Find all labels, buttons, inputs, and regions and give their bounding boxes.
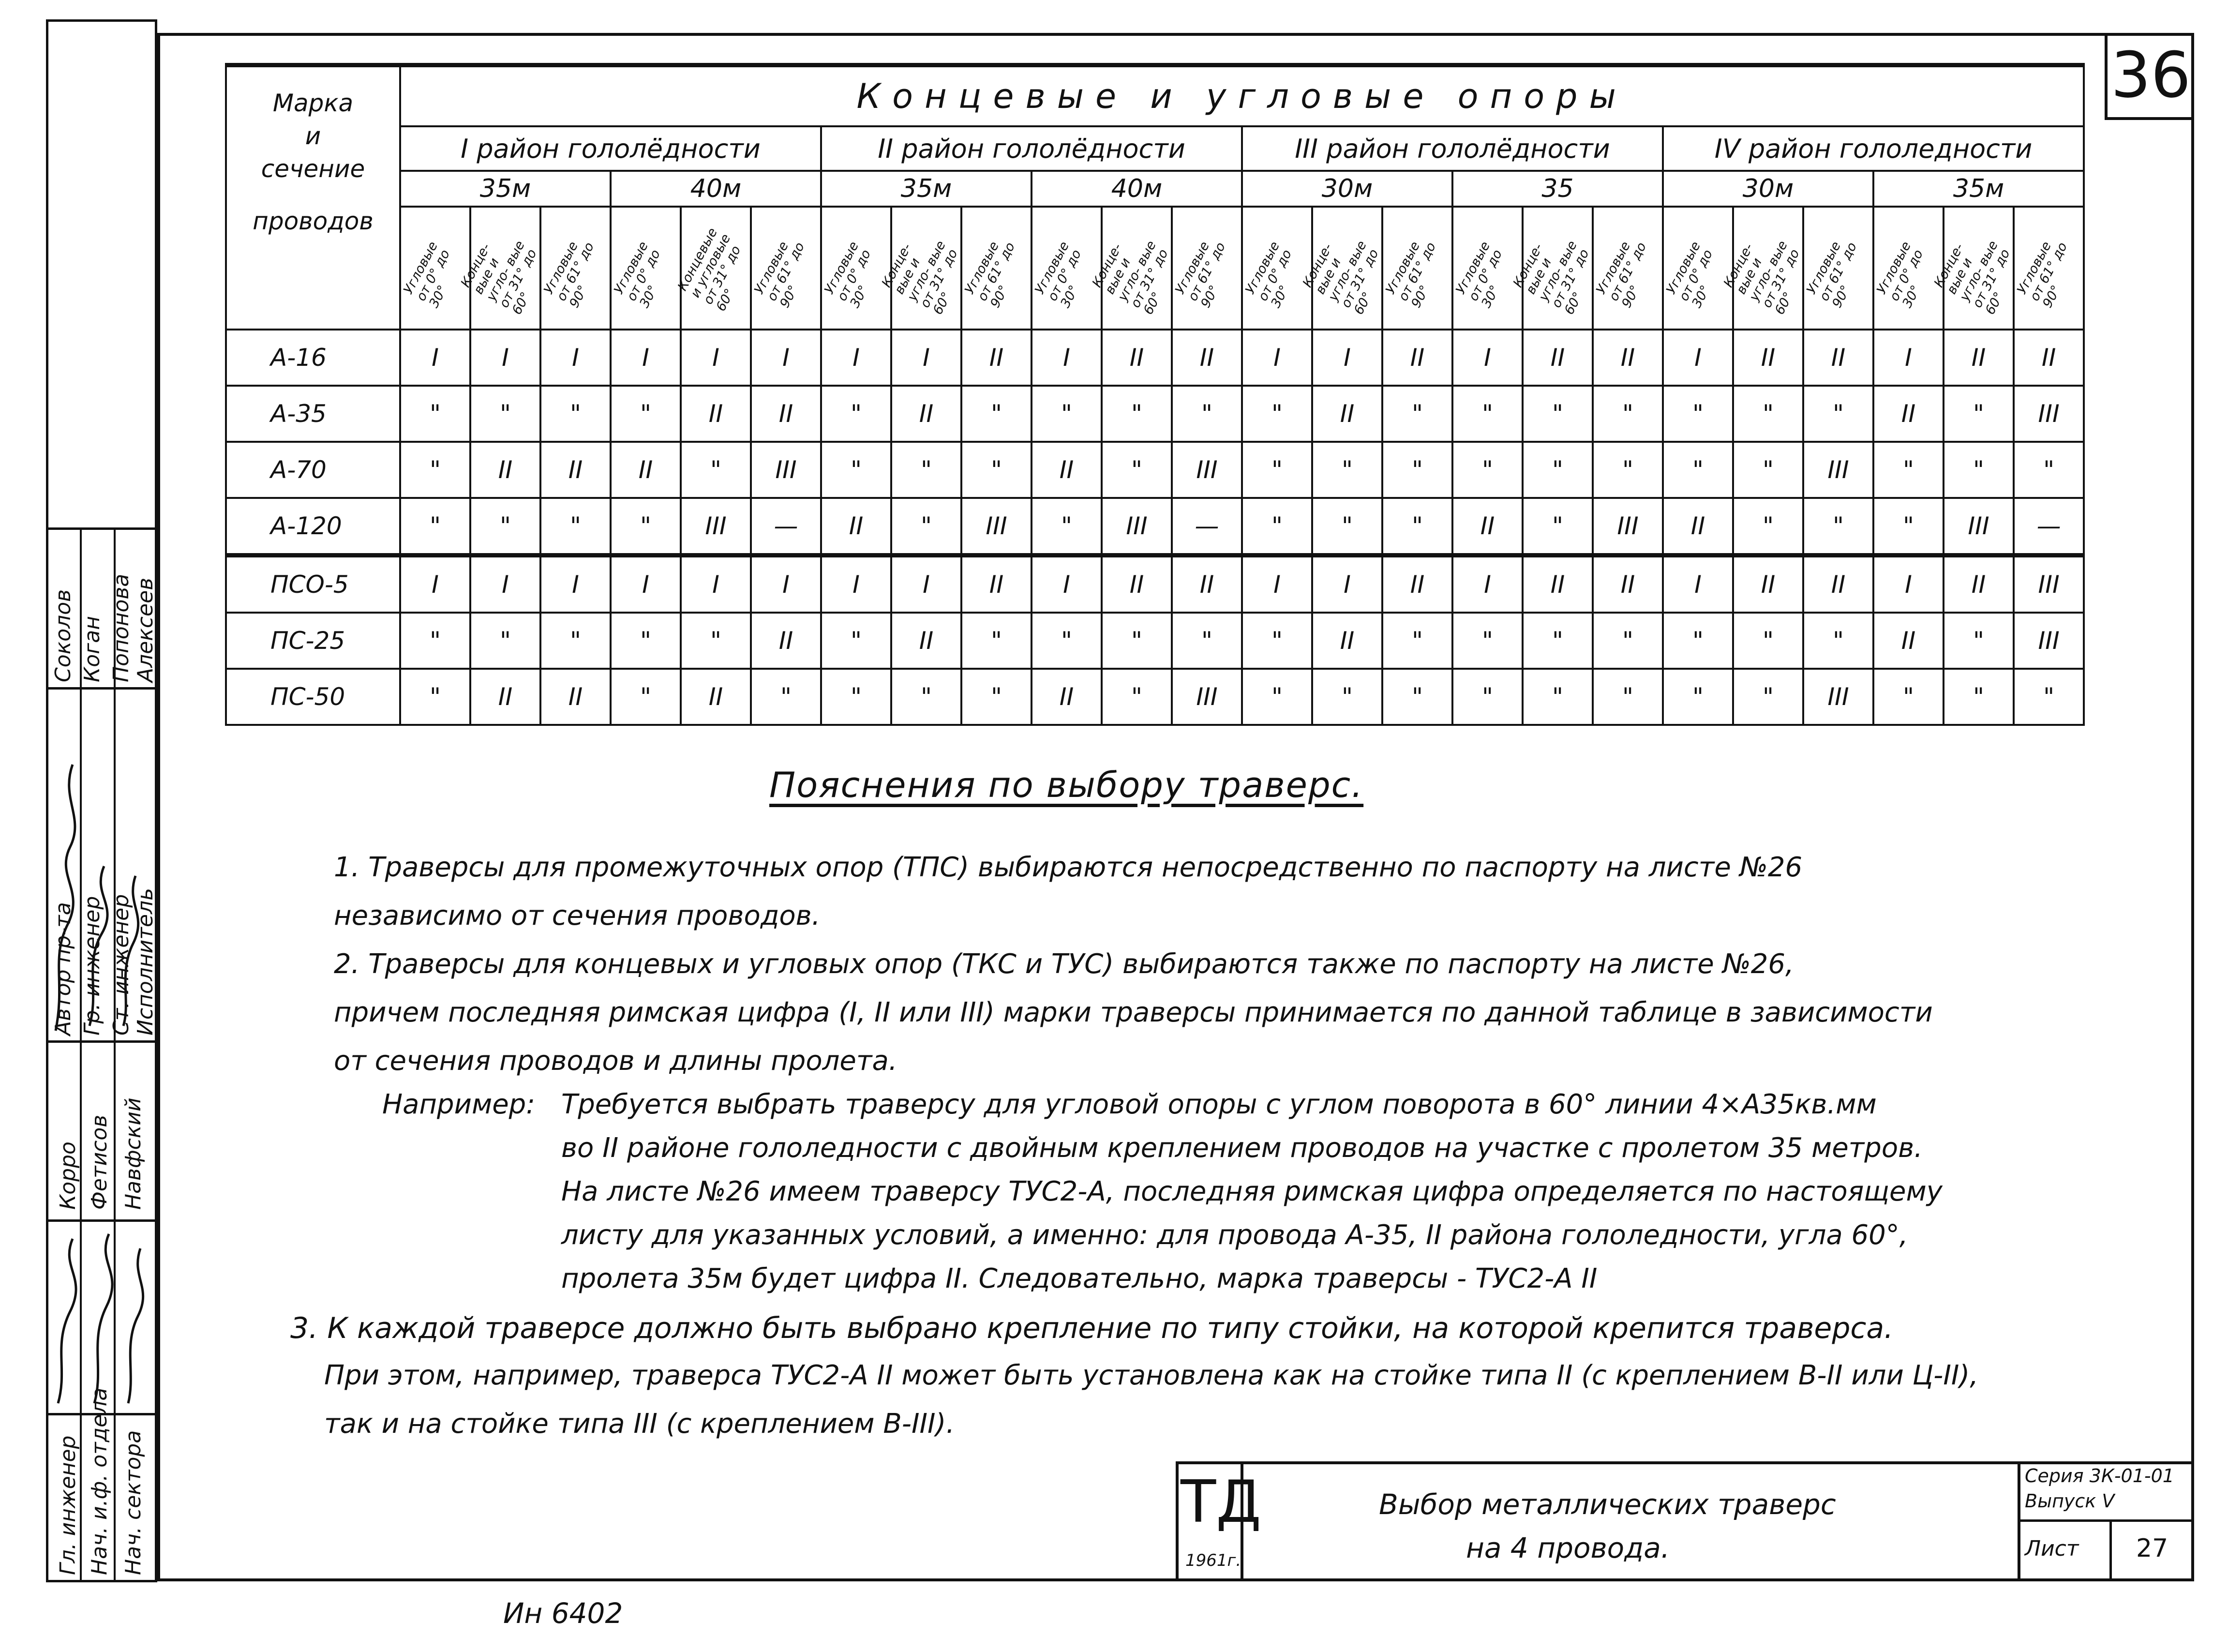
table-row <box>226 556 2084 613</box>
table-cell: II <box>1803 330 1873 386</box>
table-cell: II <box>961 556 1032 613</box>
sheet-number: 36 <box>2105 33 2194 120</box>
strip-role: Исполнитель <box>133 887 158 1036</box>
table-cell: " <box>1803 498 1873 556</box>
table-cell: " <box>1733 442 1803 498</box>
table-cell: " <box>1944 669 2014 725</box>
table-cell: II <box>470 442 540 498</box>
table-cell: " <box>1663 613 1733 669</box>
table-cell: II <box>891 386 961 442</box>
table-cell: I <box>1452 330 1523 386</box>
table-cell: " <box>1102 386 1172 442</box>
table-cell: I <box>611 556 681 613</box>
strip-name: Попонова <box>109 573 134 682</box>
angle-header <box>879 207 961 330</box>
angle-header-text: Конце- вые и угло- вые от 31° до 60° <box>1300 238 1382 317</box>
table-cell: " <box>1102 669 1172 725</box>
span-header: 30м <box>1663 171 1873 207</box>
table-title: Концевые и угловые опоры <box>400 65 2084 127</box>
angle-header <box>611 207 681 330</box>
strip-name: Корро <box>56 1141 80 1210</box>
strip-column-line <box>114 527 116 1582</box>
angle-header <box>1382 207 1452 330</box>
span-header: 35м <box>821 171 1032 207</box>
table-cell: " <box>400 613 470 669</box>
table-cell: " <box>1944 613 2014 669</box>
district-header: I район гололёдности <box>400 126 821 171</box>
angle-header <box>961 207 1032 330</box>
corner-line: Марка <box>272 89 354 117</box>
example-line-3: На листе №26 имеем траверсу ТУС2-А, последняя римская цифра определяется по настоящему <box>561 1176 1943 1207</box>
table-cell: " <box>1452 613 1523 669</box>
table-cell: I <box>611 330 681 386</box>
strip-divider <box>46 1040 157 1043</box>
table-cell: " <box>961 669 1032 725</box>
table-cell: " <box>611 498 681 556</box>
table-cell: I <box>1873 330 1944 386</box>
note-2-line-a: 2. Траверсы для концевых и угловых опор (ТКС и ТУС) выбираются также по паспорту на листе №26, <box>334 948 1794 980</box>
table-cell: " <box>470 613 540 669</box>
note-1-line-a: 1. Траверсы для промежуточных опор (ТПС) выбираются непосредственно по паспорту на листе №26 <box>334 852 1803 883</box>
angle-header <box>1510 207 1593 330</box>
angle-header <box>1032 207 1102 330</box>
table-cell: II <box>1172 330 1242 386</box>
table-cell: II <box>540 669 611 725</box>
table-cell: I <box>1873 556 1944 613</box>
table-cell: — <box>751 498 821 556</box>
table-cell: " <box>400 669 470 725</box>
table-cell: " <box>1382 386 1452 442</box>
table-row <box>226 386 2084 442</box>
angle-header <box>1172 207 1242 330</box>
wire-type: А-16 <box>226 330 400 386</box>
table-cell: " <box>1663 442 1733 498</box>
strip-name: Алексеев <box>133 577 158 682</box>
table-cell: II <box>470 669 540 725</box>
corner-line: и <box>305 122 321 150</box>
note-3-line-c: так и на стойке типа III (с креплением В-III). <box>324 1408 955 1440</box>
table-cell: " <box>1593 613 1663 669</box>
strip-divider <box>46 1219 157 1222</box>
table-cell: " <box>821 669 891 725</box>
table-cell: I <box>400 556 470 613</box>
table-cell: " <box>540 386 611 442</box>
table-cell: " <box>1382 669 1452 725</box>
table-cell: II <box>1172 556 1242 613</box>
table-cell: II <box>1523 330 1593 386</box>
table-cell: II <box>1312 613 1382 669</box>
stamp-divider <box>2109 1519 2112 1581</box>
table-cell: " <box>1523 442 1593 498</box>
angle-header <box>2014 207 2084 330</box>
table-cell: " <box>1523 669 1593 725</box>
example-line-5: пролета 35м будет цифра II. Следовательно, марка траверсы - ТУС2-А II <box>561 1263 1598 1294</box>
table-cell: " <box>1733 669 1803 725</box>
table-cell: III <box>751 442 821 498</box>
corner-header <box>226 65 400 330</box>
angle-header-text: Конце- вые и угло- вые от 31° до 60° <box>458 238 540 317</box>
table-cell: " <box>751 669 821 725</box>
span-header: 40м <box>611 171 821 207</box>
table-cell: I <box>540 330 611 386</box>
table-cell: I <box>681 556 751 613</box>
table-cell: II <box>1944 556 2014 613</box>
table-cell: " <box>1172 613 1242 669</box>
angle-header-text: Угловые от 61° до 90° <box>2014 239 2071 311</box>
angle-header <box>458 207 540 330</box>
table-row <box>226 442 2084 498</box>
stamp-title-line-1: Выбор металлических траверс <box>1379 1488 1836 1521</box>
table-cell: II <box>751 386 821 442</box>
table-cell: I <box>1032 330 1102 386</box>
table-cell: " <box>1733 498 1803 556</box>
angle-header-text: Конце- вые и угло- вые от 31° до 60° <box>1931 238 2013 317</box>
table-cell: I <box>1312 556 1382 613</box>
table-cell: II <box>1733 330 1803 386</box>
table-cell: " <box>1032 498 1102 556</box>
note-2-line-b: причем последняя римская цифра (I, II или III) марки траверсы принимается по данной таблице в зависимости <box>334 997 1933 1028</box>
angle-header <box>1803 207 1873 330</box>
wire-type: ПС-25 <box>226 613 400 669</box>
table-cell: " <box>821 613 891 669</box>
angle-header-text: Угловые от 0° до 30° <box>1453 239 1506 311</box>
stamp-title-line-2: на 4 провода. <box>1466 1532 1670 1564</box>
district-header: IV район гололедности <box>1663 126 2084 171</box>
table-cell: " <box>1242 386 1312 442</box>
angle-header-text: Конце- вые и угло- вые от 31° до 60° <box>1510 238 1592 317</box>
table-cell: " <box>2014 442 2084 498</box>
wire-type: А-70 <box>226 442 400 498</box>
table-cell: I <box>400 330 470 386</box>
table-cell: " <box>1873 498 1944 556</box>
table-cell: " <box>540 498 611 556</box>
table-cell: II <box>611 442 681 498</box>
note-1-line-b: независимо от сечения проводов. <box>334 900 821 931</box>
angle-header-text: Угловые от 61° до 90° <box>1383 239 1439 311</box>
table-cell: II <box>1102 330 1172 386</box>
table-cell: " <box>1523 613 1593 669</box>
table-cell: — <box>1172 498 1242 556</box>
example-label: Например: <box>382 1089 536 1120</box>
table-cell: " <box>611 613 681 669</box>
angle-header <box>540 207 611 330</box>
stamp-sheet-value: 27 <box>2136 1534 2168 1563</box>
table-cell: I <box>821 330 891 386</box>
table-cell: " <box>1312 498 1382 556</box>
table-cell: II <box>681 386 751 442</box>
title-block <box>1176 1461 2194 1581</box>
angle-header-text: Угловые от 0° до 30° <box>1032 239 1085 311</box>
table-cell: II <box>891 613 961 669</box>
table-cell: III <box>961 498 1032 556</box>
angle-header-text: Угловые от 61° до 90° <box>1804 239 1860 311</box>
stamp-year: 1961г. <box>1185 1551 1241 1570</box>
corner-line: сечение <box>261 155 365 183</box>
table-cell: " <box>1102 613 1172 669</box>
angle-header-text: Угловые от 0° до 30° <box>1663 239 1716 311</box>
table-cell: " <box>1032 613 1102 669</box>
wire-type: ПС-50 <box>226 669 400 725</box>
angle-header-text: Конце- вые и угло- вые от 31° до 60° <box>1720 238 1803 317</box>
table-cell: — <box>2014 498 2084 556</box>
strip-role: Нач. и.ф. отдела <box>87 1387 112 1575</box>
strip-name: Коган <box>80 616 105 682</box>
strip-role: Ст. инженер <box>109 894 134 1036</box>
angle-header-text: Угловые от 61° до 90° <box>541 239 598 311</box>
table-cell: " <box>681 442 751 498</box>
table-cell: " <box>961 442 1032 498</box>
table-cell: " <box>1944 386 2014 442</box>
table-row <box>226 330 2084 386</box>
strip-name: Соколов <box>51 589 75 682</box>
table-cell: II <box>1873 386 1944 442</box>
table-cell: " <box>400 498 470 556</box>
strip-role: Нач. сектора <box>121 1430 146 1575</box>
table-cell: III <box>1803 669 1873 725</box>
angle-header <box>1931 207 2014 330</box>
example-line-2: во II районе гололедности с двойным креплением проводов на участке с пролетом 35 метров. <box>561 1132 1923 1164</box>
table-cell: " <box>1944 442 2014 498</box>
note-3-line-a: 3. К каждой траверсе должно быть выбрано крепление по типу стойки, на которой крепится траверса. <box>290 1311 1894 1345</box>
td-logo: ТД <box>1181 1469 1262 1536</box>
table-cell: " <box>1312 442 1382 498</box>
table-cell: " <box>1382 442 1452 498</box>
table-cell: I <box>1242 330 1312 386</box>
strip-role: Гр. инженер <box>80 896 105 1036</box>
table-cell: II <box>1663 498 1733 556</box>
angle-header <box>751 207 821 330</box>
table-cell: " <box>1523 498 1593 556</box>
angle-header-text: Угловые от 0° до 30° <box>1874 239 1927 311</box>
angle-header <box>400 207 470 330</box>
table-cell: " <box>1733 386 1803 442</box>
table-cell: " <box>1452 442 1523 498</box>
angle-header <box>1663 207 1733 330</box>
table-cell: III <box>2014 613 2084 669</box>
table-row <box>226 498 2084 556</box>
table-cell: II <box>1944 330 2014 386</box>
table-cell: " <box>1803 613 1873 669</box>
traverse-selection-table <box>225 63 2085 726</box>
angle-header-text: Конце- вые и угло- вые от 31° до 60° <box>1089 238 1171 317</box>
table-cell: " <box>2014 669 2084 725</box>
wire-type: А-120 <box>226 498 400 556</box>
strip-column-line <box>80 527 82 1582</box>
table-cell: II <box>1452 498 1523 556</box>
table-cell: II <box>2014 330 2084 386</box>
table-cell: " <box>400 386 470 442</box>
angle-header <box>674 207 751 330</box>
strip-name: Навфский <box>121 1097 146 1210</box>
table-cell: III <box>1172 669 1242 725</box>
table-cell: II <box>1032 442 1102 498</box>
strip-role: Автор пр-та <box>51 902 75 1036</box>
table-cell: " <box>1593 386 1663 442</box>
table-cell: " <box>1733 613 1803 669</box>
table-cell: I <box>1663 556 1733 613</box>
span-header: 35м <box>400 171 611 207</box>
table-cell: " <box>821 386 891 442</box>
angle-header-text: Угловые от 61° до 90° <box>962 239 1018 311</box>
table-cell: " <box>891 669 961 725</box>
table-cell: I <box>470 330 540 386</box>
table-cell: " <box>1663 669 1733 725</box>
table-cell: II <box>1593 556 1663 613</box>
angle-header <box>1593 207 1663 330</box>
table-cell: II <box>821 498 891 556</box>
table-cell: I <box>1663 330 1733 386</box>
table-cell: " <box>891 442 961 498</box>
table-cell: " <box>1312 669 1382 725</box>
table-cell: III <box>681 498 751 556</box>
table-cell: " <box>1242 442 1312 498</box>
angle-header-text: Угловые от 0° до 30° <box>822 239 874 311</box>
angle-header <box>1242 207 1312 330</box>
table-cell: " <box>1382 498 1452 556</box>
table-cell: I <box>681 330 751 386</box>
table-cell: I <box>751 330 821 386</box>
strip-divider <box>46 527 157 530</box>
district-header: II район гололёдности <box>821 126 1242 171</box>
span-header: 35 <box>1452 171 1663 207</box>
table-cell: III <box>2014 556 2084 613</box>
table-cell: I <box>470 556 540 613</box>
table-cell: I <box>751 556 821 613</box>
stamp-issue: Выпуск V <box>2025 1490 2115 1512</box>
table-cell: " <box>611 669 681 725</box>
table-cell: I <box>891 556 961 613</box>
table-cell: " <box>1102 442 1172 498</box>
strip-name: Фетисов <box>87 1114 112 1210</box>
table-cell: I <box>1032 556 1102 613</box>
table-cell: " <box>1242 669 1312 725</box>
table-cell: " <box>1452 669 1523 725</box>
table-row <box>226 613 2084 669</box>
table-cell: " <box>470 386 540 442</box>
table-cell: " <box>1523 386 1593 442</box>
table-cell: II <box>681 669 751 725</box>
note-3-line-b: При этом, например, траверса ТУС2-А II может быть установлена как на стойке типа II (с креплением В-II или Ц-II), <box>324 1360 1979 1391</box>
angle-header <box>1873 207 1944 330</box>
table-cell: " <box>1242 613 1312 669</box>
district-header: III район гололёдности <box>1242 126 1663 171</box>
table-cell: II <box>961 330 1032 386</box>
table-cell: III <box>1803 442 1873 498</box>
angle-header-text: Угловые от 0° до 30° <box>1242 239 1295 311</box>
angle-header-text: Угловые от 61° до 90° <box>1172 239 1229 311</box>
angle-header <box>1300 207 1382 330</box>
table-cell: " <box>400 442 470 498</box>
table-cell: " <box>1242 498 1312 556</box>
example-line-4: листу для указанных условий, а именно: для провода А-35, II района гололедности, угла 60°, <box>561 1219 1908 1251</box>
table-cell: " <box>961 613 1032 669</box>
table-cell: III <box>1172 442 1242 498</box>
stamp-sheet-label: Лист <box>2025 1536 2079 1561</box>
wire-type: А-35 <box>226 386 400 442</box>
table-cell: III <box>1593 498 1663 556</box>
table-cell: II <box>1523 556 1593 613</box>
table-cell: II <box>1312 386 1382 442</box>
table-cell: II <box>1873 613 1944 669</box>
table-cell: II <box>1593 330 1663 386</box>
table-cell: II <box>1733 556 1803 613</box>
span-header: 30м <box>1242 171 1452 207</box>
table-cell: I <box>891 330 961 386</box>
angle-header-text: Угловые от 61° до 90° <box>751 239 808 311</box>
table-cell: II <box>540 442 611 498</box>
angle-header <box>821 207 891 330</box>
table-cell: I <box>1242 556 1312 613</box>
wire-type: ПСО-5 <box>226 556 400 613</box>
table-cell: " <box>1382 613 1452 669</box>
stamp-series: Серия 3К-01-01 <box>2025 1465 2174 1487</box>
span-header: 40м <box>1032 171 1242 207</box>
corner-line: проводов <box>253 207 374 235</box>
table-cell: " <box>1803 386 1873 442</box>
table-cell: " <box>1593 669 1663 725</box>
angle-header-text: Угловые от 0° до 30° <box>611 239 664 311</box>
table-cell: III <box>1944 498 2014 556</box>
inventory-number: Ин 6402 <box>503 1597 623 1630</box>
angle-header-text: Угловые от 0° до 30° <box>401 239 453 311</box>
span-header: 35м <box>1873 171 2084 207</box>
table-cell: I <box>821 556 891 613</box>
table-cell: II <box>1102 556 1172 613</box>
table-cell: " <box>821 442 891 498</box>
table-cell: II <box>1032 669 1102 725</box>
example-line-1: Требуется выбрать траверсу для угловой опоры с углом поворота в 60° линии 4×А35кв.мм <box>561 1089 1877 1120</box>
signature-scribbles <box>46 1224 157 1408</box>
table-cell: I <box>1312 330 1382 386</box>
notes-title: Пояснения по выбору траверс. <box>769 765 1364 805</box>
table-cell: I <box>1452 556 1523 613</box>
table-cell: " <box>1172 386 1242 442</box>
table-cell: II <box>1382 330 1452 386</box>
stamp-divider <box>2018 1519 2194 1522</box>
angle-header-text: Угловые от 61° до 90° <box>1593 239 1650 311</box>
angle-header <box>1720 207 1803 330</box>
table-cell: " <box>1663 386 1733 442</box>
table-cell: III <box>1102 498 1172 556</box>
table-cell: I <box>540 556 611 613</box>
table-cell: " <box>1452 386 1523 442</box>
table-cell: " <box>681 613 751 669</box>
table-cell: II <box>1803 556 1873 613</box>
angle-header <box>1089 207 1172 330</box>
table-cell: " <box>1032 386 1102 442</box>
table-row <box>226 669 2084 725</box>
table-cell: " <box>1593 442 1663 498</box>
angle-header-text: Концевые и угловые от 31° до 60° <box>674 225 744 314</box>
table-cell: II <box>751 613 821 669</box>
strip-divider <box>46 687 157 690</box>
angle-header-text: Конце- вые и угло- вые от 31° до 60° <box>879 238 961 317</box>
strip-role: Гл. инженер <box>56 1435 80 1575</box>
table-cell: III <box>2014 386 2084 442</box>
table-cell: " <box>961 386 1032 442</box>
note-2-line-c: от сечения проводов и длины пролета. <box>334 1045 897 1077</box>
table-cell: " <box>1873 442 1944 498</box>
table-cell: " <box>470 498 540 556</box>
table-cell: " <box>891 498 961 556</box>
table-cell: " <box>611 386 681 442</box>
table-cell: II <box>1382 556 1452 613</box>
table-cell: " <box>1873 669 1944 725</box>
table-cell: " <box>540 613 611 669</box>
angle-header <box>1452 207 1523 330</box>
signature-scribbles <box>46 692 157 1040</box>
